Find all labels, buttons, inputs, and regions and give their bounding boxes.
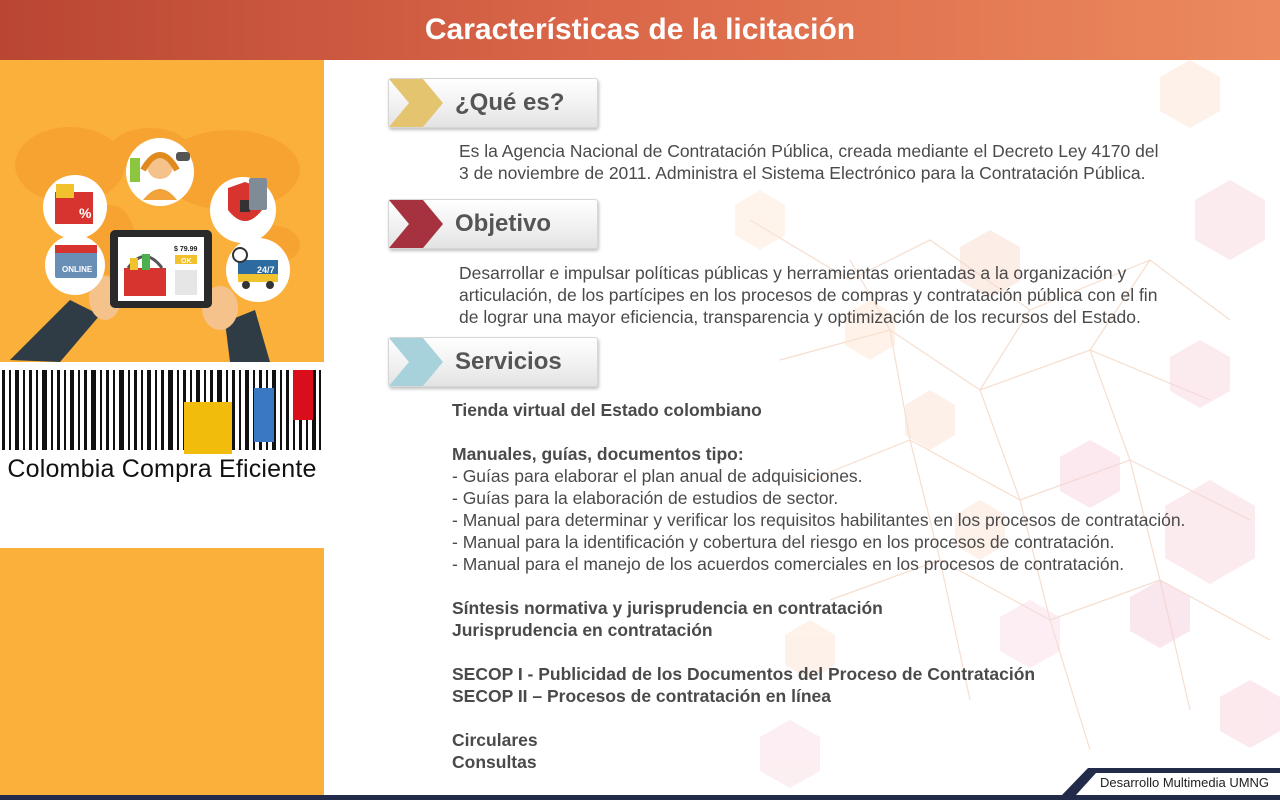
section-title: Objetivo <box>455 210 552 237</box>
chevron-right-icon <box>389 79 443 127</box>
discount-label: % <box>79 205 92 221</box>
barcode-icon <box>0 362 324 457</box>
chevron-right-icon <box>389 200 443 248</box>
service-heading: Manuales, guías, documentos tipo: <box>452 444 744 464</box>
colombia-compra-logo <box>0 362 324 548</box>
service-item: Circulares <box>452 730 538 750</box>
list-item: - Manual para la identificación y cobertura del riesgo en los procesos de contratación. <box>452 532 1115 552</box>
service-item: Síntesis normativa y jurisprudencia en contratación <box>452 598 883 618</box>
text-line: de lograr una mayor eficiencia, transparencia y optimización de los recursos del Estado. <box>459 307 1141 327</box>
service-item: Jurisprudencia en contratación <box>452 620 713 640</box>
service-item: SECOP I - Publicidad de los Documentos del Proceso de Contratación <box>452 664 1036 684</box>
text-line: Es la Agencia Nacional de Contratación Pública, creada mediante el Decreto Ley 4170 del <box>459 141 1159 161</box>
left-panel <box>0 60 324 795</box>
price-label: $ 79.99 <box>174 246 198 253</box>
page-title: Características de la licitación <box>424 13 856 46</box>
ok-label: OK <box>181 258 192 265</box>
section-title: ¿Qué es? <box>455 89 565 116</box>
text-line: Desarrollar e impulsar políticas públicas y herramientas orientadas a la organización y <box>459 263 1127 283</box>
section-tab-objetivo <box>388 199 598 249</box>
footer-credit: Desarrollo Multimedia UMNG <box>1100 775 1270 790</box>
section-tab-que-es <box>388 78 598 128</box>
objetivo-description <box>459 262 1219 328</box>
service-item: SECOP II – Procesos de contratación en línea <box>452 686 831 706</box>
section-title: Servicios <box>455 348 562 375</box>
que-es-description <box>459 140 1219 184</box>
page-title-bar <box>0 0 1280 60</box>
section-tab-servicios <box>388 337 598 387</box>
logo-text: Colombia Compra Eficiente <box>7 455 317 483</box>
service-item: Consultas <box>452 752 537 772</box>
hours-label: 24/7 <box>257 265 275 275</box>
list-item: - Guías para elaborar el plan anual de adquisiciones. <box>452 466 863 486</box>
footer-bar <box>0 795 1280 800</box>
service-item: Tienda virtual del Estado colombiano <box>452 400 762 420</box>
list-item: - Guías para la elaboración de estudios de sector. <box>452 488 839 508</box>
servicios-list <box>452 399 1252 773</box>
text-line: articulación, de los partícipes en los procesos de compras y contratación pública con el fin <box>459 285 1158 305</box>
chevron-right-icon <box>389 338 443 386</box>
list-item: - Manual para determinar y verificar los requisitos habilitantes en los procesos de contratación. <box>452 510 1186 530</box>
footer-badge <box>1062 768 1280 795</box>
online-label: ONLINE <box>62 265 93 274</box>
text-line: 3 de noviembre de 2011. Administra el Sistema Electrónico para la Contratación Pública. <box>459 163 1146 183</box>
ecommerce-illustration <box>0 60 324 362</box>
list-item: - Manual para el manejo de los acuerdos comerciales en los procesos de contratación. <box>452 554 1125 574</box>
